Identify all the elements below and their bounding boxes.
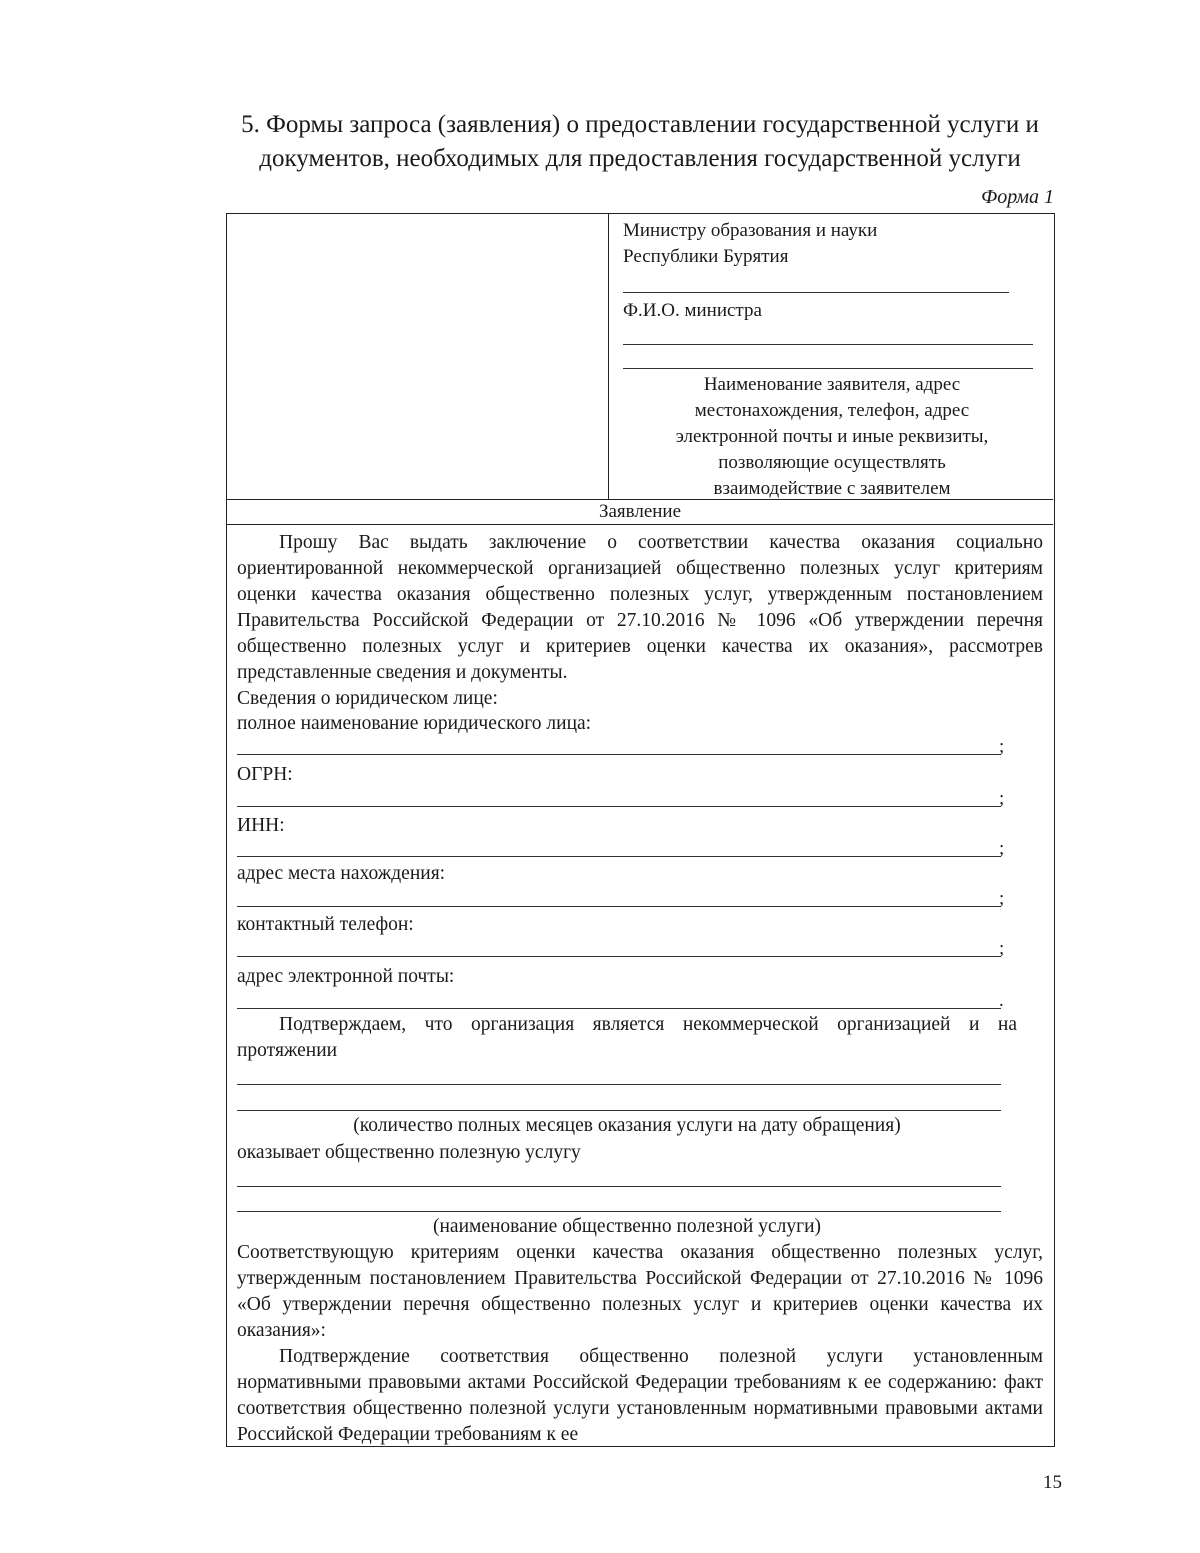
criteria-paragraph: Соответствующую критериям оценки качества оказания общественно полезных услуг, утвержденным постановлением Правительства Российской Федерации от 27.10.2016 № 1096 «Об утверждении перечня общественно полезных услуг и критериев оценки качества их оказания»: [237,1242,1043,1341]
form-label: Форма 1 [981,186,1054,208]
applicant-line-1 [623,344,1033,345]
heading-line-1: 5. Формы запроса (заявления) о предоставлении государственной услуги и [241,111,1039,138]
service-field-line-1[interactable] [237,1186,1001,1187]
addressee-line-2: Республики Бурятия [623,246,789,267]
email-label: адрес электронной почты: [237,966,455,987]
email-field[interactable] [237,1008,1001,1009]
address-label: адрес места нахождения: [237,863,446,884]
applicant-caption: Наименование заявителя, адрес местонахождения, телефон, адрес электронной почты и иные реквизиты, позволяющие осуществлять взаимодействие с заявителем [675,374,989,499]
service-caption: (наименование общественно полезной услуги) [432,1216,822,1237]
inn-semicolon: ; [999,838,1005,859]
inn-label: ИНН: [237,815,285,836]
address-semicolon: ; [999,888,1005,909]
ogrn-field[interactable] [237,806,1001,807]
full-name-label: полное наименование юридического лица: [237,713,592,734]
empty-cell [227,214,609,499]
application-form [226,213,1055,1447]
months-field-line-1[interactable] [237,1084,1001,1085]
applicant-line-2 [623,368,1033,369]
full-name-semicolon: ; [999,736,1005,757]
minister-name-line [623,292,1009,293]
minister-fio-label: Ф.И.О. министра [623,300,762,321]
page-number: 15 [1043,1472,1062,1493]
heading-line-2: документов, необходимых для предоставления государственной услуги [259,145,1021,172]
confirm-paragraph: Подтверждаем, что организация является некоммерческой организацией и на протяжении [237,1014,1017,1061]
request-paragraph: Прошу Вас выдать заключение о соответствии качества оказания социально ориентированной некоммерческой организацией общественно полезных услуг критериям оценки качества оказания общественно полезных услуг, утвержденным постановлением Правительства Российской Федерации от 27.10.2016 № 1096 «Об утверждении перечня общественно полезных услуг и критериев оценки качества их оказания», рассмотрев представленные сведения и документы. [237,532,1043,683]
provides-service-text: оказывает общественно полезную услугу [237,1142,581,1163]
inn-field[interactable] [237,856,1001,857]
document-title: Заявление [227,499,1053,525]
section-heading [200,108,1080,176]
ogrn-semicolon: ; [999,788,1005,809]
addressee-line-1: Министру образования и науки [623,220,878,241]
full-name-field[interactable] [237,754,1001,755]
months-caption: (количество полных месяцев оказания услуги на дату обращения) [353,1115,901,1136]
addressee-block [609,214,1053,499]
months-field-line-2[interactable] [237,1110,1001,1111]
phone-field[interactable] [237,956,1001,957]
service-field-line-2[interactable] [237,1211,1001,1212]
phone-semicolon: ; [999,938,1005,959]
phone-label: контактный телефон: [237,914,414,935]
entity-info-label: Сведения о юридическом лице: [237,688,498,709]
confirmation-paragraph: Подтверждение соответствия общественно полезной услуги установленным нормативными правовыми актами Российской Федерации требованиям к ее содержанию: факт соответствия общественно полезной услуги установленным нормативными правовыми актами Российской Федерации требованиям к ее [237,1346,1043,1445]
email-period: . [999,990,1004,1011]
address-field[interactable] [237,906,1001,907]
ogrn-label: ОГРН: [237,764,293,785]
